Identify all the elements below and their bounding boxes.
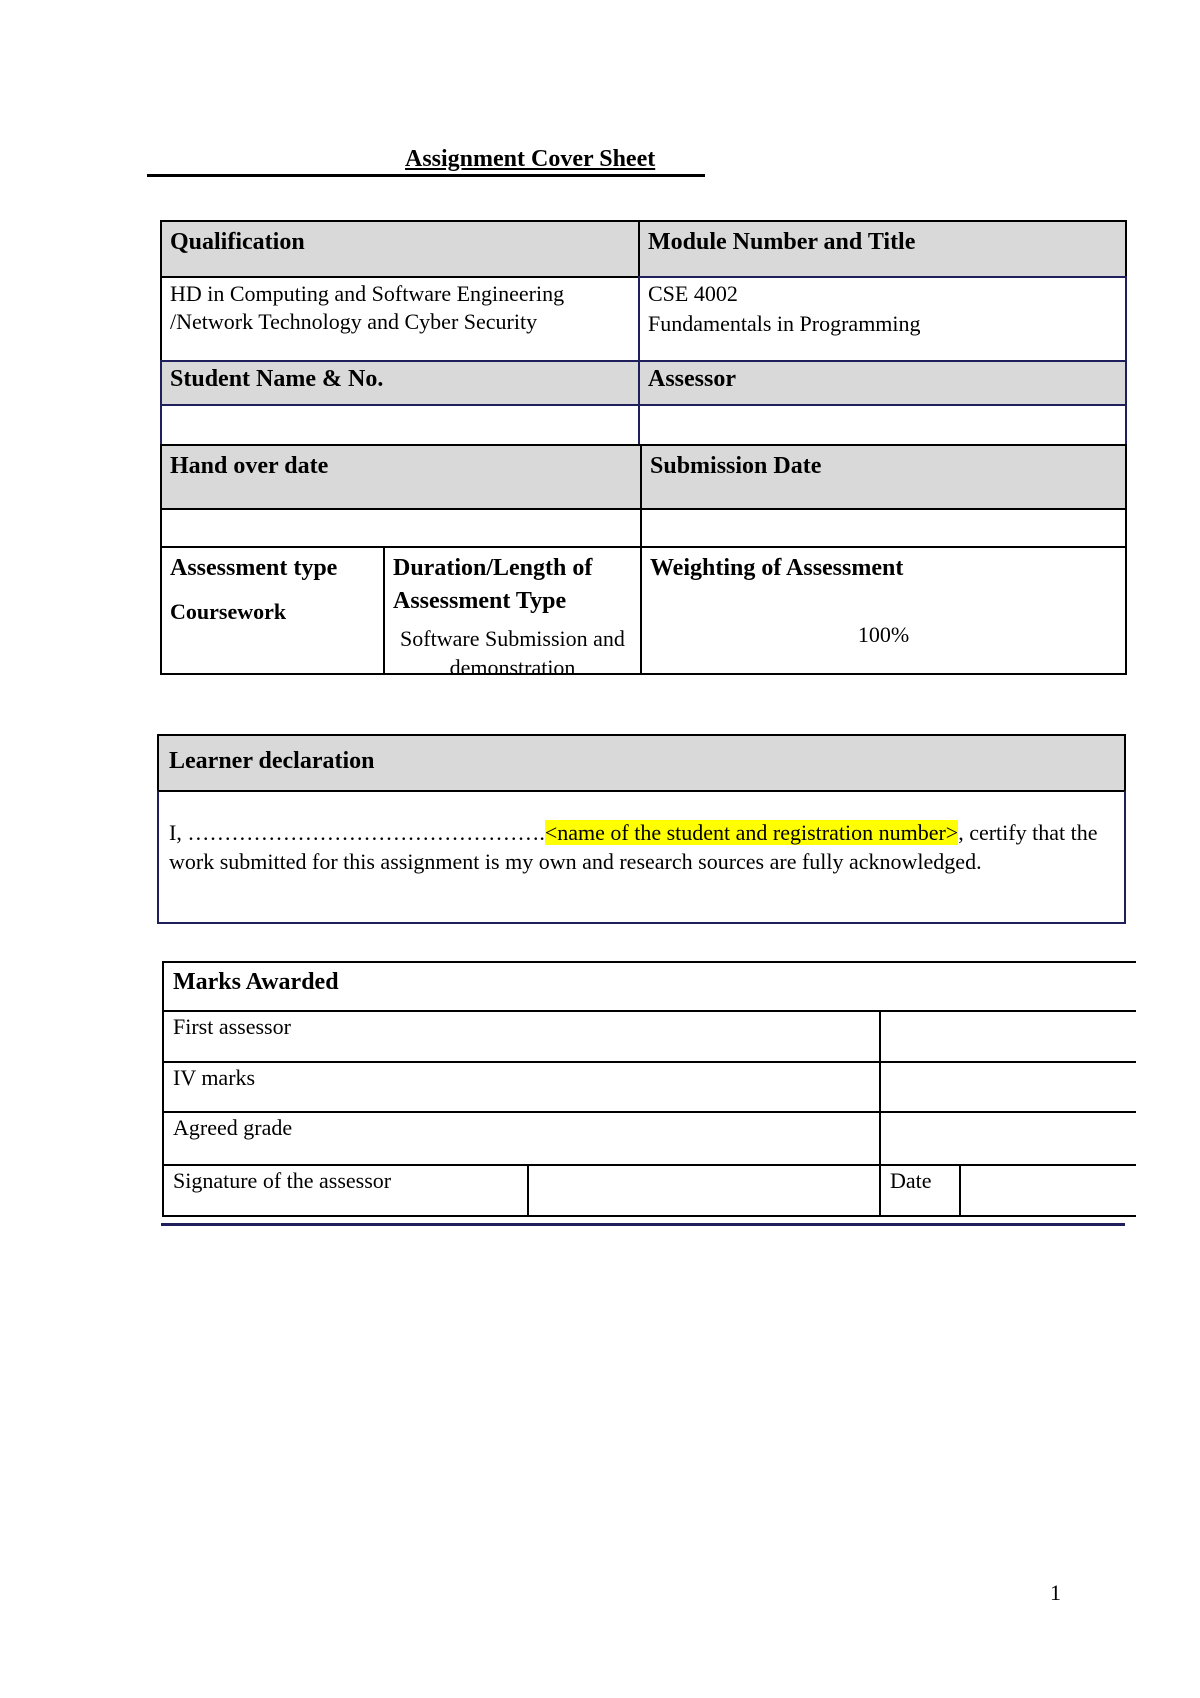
marks-table bbox=[162, 961, 1136, 1217]
assessment-type-cell bbox=[160, 546, 385, 675]
first-assessor-label: First assessor bbox=[173, 1014, 291, 1039]
duration-label: Duration/Length of Assessment Type bbox=[393, 555, 593, 614]
student-label: Student Name & No. bbox=[170, 366, 384, 392]
declaration-suffix: , certify that the work submitted for this assignment is my own and research sources are fully acknowledged. bbox=[169, 820, 1098, 874]
assessor-header bbox=[638, 360, 1127, 406]
iv-marks-label: IV marks bbox=[173, 1065, 256, 1090]
page-title: Assignment Cover Sheet bbox=[405, 146, 656, 172]
assessment-type-label: Assessment type bbox=[170, 555, 338, 581]
qualification-label: Qualification bbox=[170, 229, 305, 255]
submission-label: Submission Date bbox=[650, 453, 822, 479]
declaration-text bbox=[159, 792, 1124, 876]
marks-line-date-col bbox=[959, 1164, 961, 1217]
qualification-value: HD in Computing and Software Engineering /Network Technology and Cyber Security bbox=[170, 281, 565, 334]
title-underline bbox=[147, 174, 705, 177]
date-label: Date bbox=[890, 1168, 932, 1193]
assessor-label: Assessor bbox=[648, 366, 736, 392]
student-header bbox=[160, 360, 640, 406]
submission-value-cell bbox=[640, 508, 1127, 548]
module-value-cell bbox=[638, 276, 1127, 362]
qualification-value-cell bbox=[160, 276, 640, 362]
bottom-rule bbox=[161, 1223, 1125, 1226]
declaration-header bbox=[157, 734, 1126, 792]
declaration-body bbox=[157, 790, 1126, 924]
marks-line-value-col bbox=[879, 1010, 881, 1217]
marks-line-top bbox=[162, 961, 1136, 963]
module-label: Module Number and Title bbox=[648, 229, 916, 255]
module-number: CSE 4002 bbox=[648, 281, 738, 306]
module-title: Fundamentals in Programming bbox=[648, 311, 921, 336]
marks-line-left bbox=[162, 961, 164, 1217]
weighting-value: 100% bbox=[857, 622, 910, 647]
submission-header bbox=[640, 444, 1127, 510]
marks-line-3 bbox=[162, 1111, 1136, 1113]
weighting-label: Weighting of Assessment bbox=[650, 555, 904, 581]
handover-value-cell bbox=[160, 508, 642, 548]
handover-header bbox=[160, 444, 642, 510]
declaration-heading: Learner declaration bbox=[169, 748, 375, 774]
qualification-header bbox=[160, 220, 640, 278]
page-number: 1 bbox=[1050, 1580, 1061, 1605]
assessor-value-cell bbox=[638, 404, 1127, 446]
agreed-grade-label: Agreed grade bbox=[173, 1115, 293, 1140]
marks-heading: Marks Awarded bbox=[173, 969, 339, 995]
handover-label: Hand over date bbox=[170, 453, 329, 479]
weighting-cell bbox=[640, 546, 1127, 675]
module-header bbox=[638, 220, 1127, 278]
marks-line-signature-col bbox=[527, 1164, 529, 1217]
duration-value: Software Submission and demonstration bbox=[400, 626, 625, 680]
student-value-cell bbox=[160, 404, 640, 446]
marks-line-4 bbox=[162, 1164, 1136, 1166]
assessment-type-value: Coursework bbox=[170, 599, 287, 624]
marks-line-2 bbox=[162, 1061, 1136, 1063]
marks-line-1 bbox=[162, 1010, 1136, 1012]
signature-label: Signature of the assessor bbox=[173, 1168, 392, 1193]
marks-line-bottom bbox=[162, 1215, 1136, 1217]
duration-cell bbox=[383, 546, 642, 680]
declaration-prefix: I, …………………………………………. bbox=[169, 820, 545, 845]
declaration-placeholder: <name of the student and registration number> bbox=[544, 820, 959, 845]
